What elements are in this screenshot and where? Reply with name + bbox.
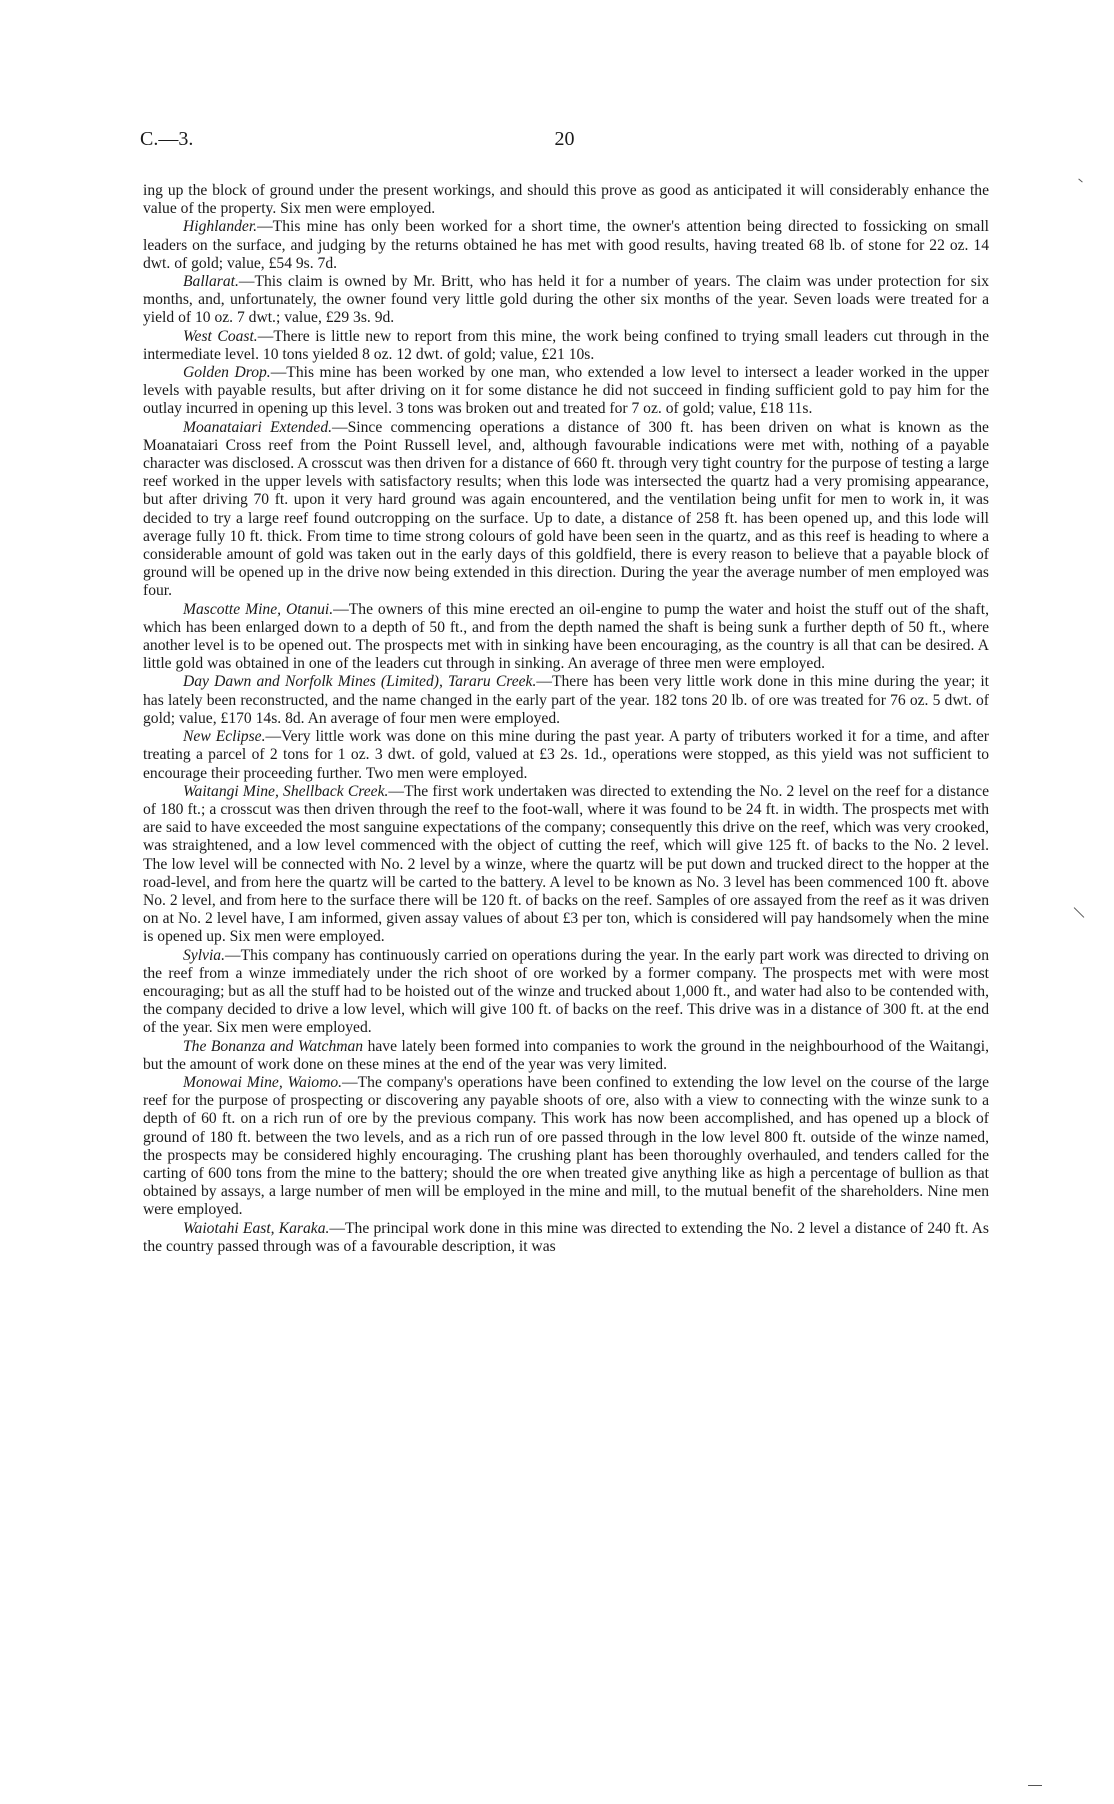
paragraph-label: Ballarat. [183, 273, 239, 291]
paragraph-day-dawn-norfolk [143, 673, 989, 728]
paragraph-waitangi-mine [143, 783, 989, 947]
paragraph-moanataiari-extended [143, 419, 989, 601]
paragraph-highlander [143, 218, 989, 273]
paragraph-label: Golden Drop. [183, 364, 271, 382]
paragraph-text: ing up the block of ground under the present workings, and should this prove as good as anticipated it will considerably enhance the value of the property. Six men were employed. [143, 182, 989, 218]
paragraph-label: The Bonanza and Watchman [183, 1037, 364, 1055]
page-number: 20 [554, 128, 575, 150]
paragraph-label: New Eclipse. [183, 728, 266, 746]
paragraph-text: —The owners of this mine erected an oil-engine to pump the water and hoist the stuff out of the shaft, which has been enlarged down to a depth of 50 ft., and from the depth named the shaft is being sunk a further depth of 50 ft., where another level is to be opened out. The prospects met with in sinking have been encouraging, as the country is all that can be desired. A little gold was obtained in one of the leaders cut through in sinking. An average of three men were employed. [143, 600, 989, 673]
paragraph-text: —There has been very little work done in this mine during the year; it has lately been reconstructed, and the name changed in the early part of the year. 182 tons 20 lb. of ore was treated for 76 oz. 5 dwt. of gold; value, £170 14s. 8d. An average of four men were employed. [143, 673, 989, 727]
paragraph-label: Sylvia. [183, 946, 225, 964]
paragraph-waiotahi-east [143, 1220, 989, 1256]
paragraph-text: —Since commencing operations a distance of 300 ft. has been driven on what is known as the Moanataiari Cross reef from the Point Russell level, and, although favourable indications were met with, nothing of a payable character was disclosed. A crosscut was then driven for a distance of 660 ft. through very tight country for the purpose of testing a large reef worked in the upper levels with satisfactory results; when this lode was intersected the quartz had a very promising appearance, but after driving 70 ft. upon it very hard ground was again encountered, and the ventilation being unfit for men to work in, it was decided to try a large reef found outcropping on the surface. Up to date, a distance of 258 ft. has been opened up, and this lode will average fully 10 ft. thick. From time to time strong colours of gold have been seen in the quartz, and as this reef is heading to where a considerable amount of gold was taken out in the early days of this goldfield, there is every reason to believe that a payable block of ground will be opened up in the drive now being extended in this direction. During the year the average number of men employed was four. [143, 418, 989, 600]
paragraph-new-eclipse [143, 728, 989, 783]
paragraph-label: Waiotahi East, Karaka. [183, 1219, 330, 1237]
paragraph-west-coast [143, 328, 989, 364]
paragraph-text: —There is little new to report from this mine, the work being confined to trying small leaders cut through in the intermediate level. 10 tons yielded 8 oz. 12 dwt. of gold; value, £21 10s. [143, 327, 989, 363]
paragraph-text: —The first work undertaken was directed to extending the No. 2 level on the reef for a distance of 180 ft.; a crosscut was then driven through the reef to the foot-wall, where it was found to be 24 ft. in width. The prospects met with are said to have exceeded the most sanguine expectations of the company; consequently this drive on the reef, which was very crooked, was straightened, and a low level commenced with the object of cutting the reef, which will give 125 ft. of backs to the No. 2 level. The low level will be connected with No. 2 level by a winze, where the quartz will be put down and trucked direct to the hopper at the road-level, and from here the quartz will be carted to the battery. A level to be known as No. 3 level has been commenced 100 ft. above No. 2 level, and from here to the surface there will be 120 ft. of backs on the reef. Samples of ore assayed from the reef as it was driven on at No. 2 level have, I am informed, given assay values of about £3 per ton, which is considered will pay handsomely when the mine is opened up. Six men were employed. [143, 782, 989, 946]
scan-mark [1028, 1785, 1042, 1786]
paragraph-text: —The principal work done in this mine was directed to extending the No. 2 level a distance of 240 ft. As the country passed through was of a favourable description, it was [143, 1219, 989, 1255]
paragraph-label: West Coast. [183, 327, 258, 345]
paragraph-label: Day Dawn and Norfolk Mines (Limited), Tararu Creek. [183, 673, 537, 691]
paragraph-continued [143, 182, 989, 218]
paragraph-label: Waitangi Mine, Shellback Creek. [183, 782, 389, 800]
page-header [140, 128, 989, 158]
paragraph-text: —This company has continuously carried on operations during the year. In the early part work was directed to driving on the reef from a winze immediately under the rich shoot of ore worked by a former company. The prospects met with were most encouraging; but as all the stuff had to be hoisted out of the winze and trucked about 1,000 ft., and water had also to be contended with, the company decided to drive a low level, which will give 100 ft. of backs on the reef. This drive was in a distance of 300 ft. at the end of the year. Six men were employed. [143, 946, 989, 1037]
paragraph-label: Moanataiari Extended. [183, 418, 333, 436]
scan-mark [1078, 179, 1082, 183]
paragraph-golden-drop [143, 364, 989, 419]
paragraph-sylvia [143, 947, 989, 1038]
paragraph-ballarat [143, 273, 989, 328]
body-text [143, 182, 989, 1256]
report-reference: C.—3. [140, 128, 194, 150]
paragraph-text: —This mine has been worked by one man, who extended a low level to intersect a leader worked in the upper levels with payable results, but after driving on it for some distance he did not succeed in finding sufficient gold to pay him for the outlay incurred in opening up this level. 3 tons was broken out and treated for 7 oz. of gold; value, £18 11s. [143, 364, 989, 418]
paragraph-bonanza-watchman [143, 1038, 989, 1074]
paragraph-label: Monowai Mine, Waiomo. [183, 1073, 343, 1091]
paragraph-text: —This claim is owned by Mr. Britt, who has held it for a number of years. The claim was under protection for six months, and, unfortunately, the owner found very little gold during the other six months of the year. Seven loads were treated for a yield of 10 oz. 7 dwt.; value, £29 3s. 9d. [143, 273, 989, 327]
scan-mark [1074, 907, 1085, 918]
paragraph-text: —This mine has only been worked for a short time, the owner's attention being directed to fossicking on small leaders on the surface, and judging by the returns obtained he has met with good results, having treated 68 lb. of stone for 22 oz. 14 dwt. of gold; value, £54 9s. 7d. [143, 218, 989, 272]
paragraph-text: —Very little work was done on this mine during the past year. A party of tributers worked it for a time, and after treating a parcel of 2 tons for 1 oz. 3 dwt. of gold, valued at £3 2s. 1d., operations were stopped, as this yield was not sufficient to encourage their proceeding further. Two men were employed. [143, 728, 989, 782]
paragraph-text: —The company's operations have been confined to extending the low level on the course of the large reef for the purpose of prospecting or discovering any payable shoots of ore, also with a view to connecting with the winze sunk to a depth of 60 ft. on a rich run of ore by the previous company. This work has now been accomplished, and has opened up a block of ground of 180 ft. between the two levels, and as a rich run of ore passed through in the low level 800 ft. outside of the winze named, the prospects may be considered highly encouraging. The crushing plant has been thoroughly overhauled, and tenders called for the carting of 600 tons from the mine to the battery; should the ore when treated give anything like as high a percentage of bullion as that obtained by assays, a large number of men will be employed in the mine and mill, to the mutual benefit of the shareholders. Nine men were employed. [143, 1073, 989, 1219]
paragraph-label: Mascotte Mine, Otanui. [183, 600, 334, 618]
paragraph-monowai-mine [143, 1074, 989, 1220]
paragraph-text: have lately been formed into companies to work the ground in the neighbourhood of the Waitangi, but the amount of work done on these mines at the end of the year was very limited. [143, 1037, 989, 1073]
paragraph-mascotte-mine [143, 601, 989, 674]
paragraph-label: Highlander. [183, 218, 258, 236]
